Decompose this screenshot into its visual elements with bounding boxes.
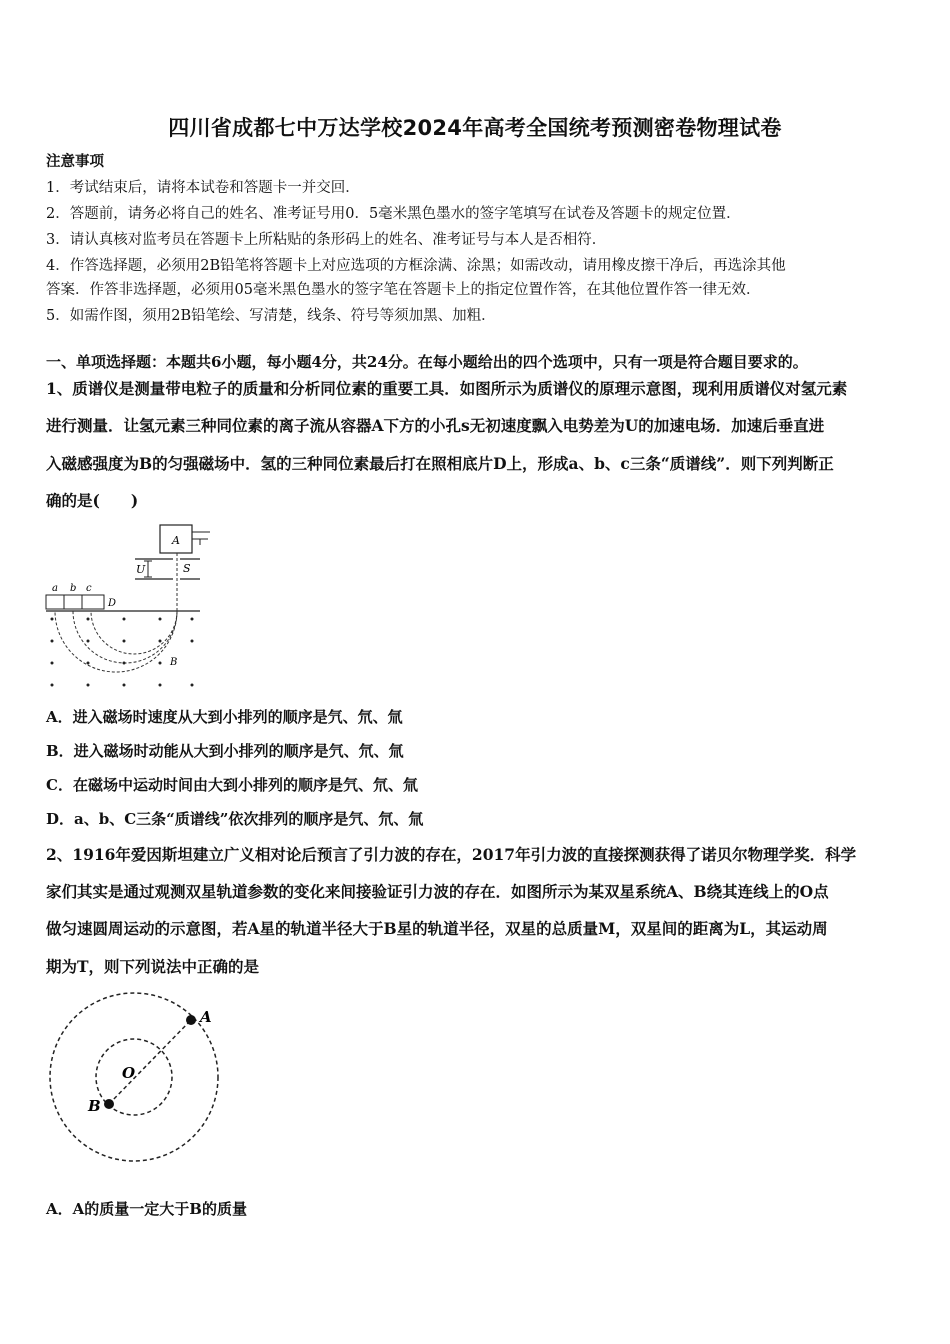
option-d: D．a、b、C三条“质谱线”依次排列的顺序是氕、氘、氚 [46,810,424,828]
notice-item: 4．作答选择题，必须用2B铅笔将答题卡上对应选项的方框涂满、涂黑；如需改动，请用橡皮擦干净后，再选涂其他 [46,258,786,274]
question-1-line: 入磁感强度为B的匀强磁场中．氢的三种同位素最后打在照相底片D上，形成a、b、c三条“质谱线”．则下列判断正 [46,454,834,473]
section-heading: 一、单项选择题：本题共6小题，每小题4分，共24分。在每小题给出的四个选项中，只有一项是符合题目要求的。 [46,353,808,371]
binary-star-figure [40,990,230,1175]
question-2-line: 2、1916年爱因斯坦建立广义相对论后预言了引力波的存在，2017年引力波的直接探测获得了诺贝尔物理学奖．科学 [46,845,857,864]
notice-item: 答案．作答非选择题，必须用05毫米黑色墨水的签字笔在答题卡上的指定位置作答，在其他位置作答一律无效． [46,282,761,298]
notice-item: 2．答题前，请务必将自己的姓名、准考证号用0．5毫米黑色墨水的签字笔填写在试卷及答题卡的规定位置． [46,206,741,222]
question-1-line: 进行测量．让氢元素三种同位素的离子流从容器A下方的小孔s无初速度飘入电势差为U的加速电场．加速后垂直进 [46,416,825,435]
voltage-label: U [136,563,146,576]
question-2-line: 期为T，则下列说法中正确的是 [46,957,260,976]
notice-item: 3．请认真核对监考员在答题卡上所粘贴的条形码上的姓名、准考证号与本人是否相符． [46,232,607,248]
question-1-line: 1、质谱仪是测量带电粒子的质量和分析同位素的重要工具．如图所示为质谱仪的原理示意图，现利用质谱仪对氢元素 [46,379,848,398]
container-label: A [172,534,180,547]
field-label: B [170,657,178,668]
center-o-label: O [122,1064,136,1082]
line-a-label: a [52,583,58,594]
notice-item: 5．如需作图，须用2B铅笔绘、写清楚，线条、符号等须加黑、加粗． [46,308,496,324]
slit-label: S [183,562,191,575]
option-c: C．在磁场中运动时间由大到小排列的顺序是氕、氘、氚 [46,776,418,794]
option-b: B．进入磁场时动能从大到小排列的顺序是氕、氘、氚 [46,742,404,760]
star-a-label: A [200,1008,212,1026]
plate-label: D [108,598,117,609]
question-2-line: 家们其实是通过观测双星轨道参数的变化来间接验证引力波的存在．如图所示为某双星系统A、B绕其连线上的O点 [46,882,829,901]
mass-spectrometer-figure [40,515,210,695]
line-b-label: b [70,583,77,594]
option-a: A．A的质量一定大于B的质量 [46,1200,247,1218]
notice-heading: 注意事项 [46,153,104,170]
star-b-label: B [88,1097,101,1115]
question-1-line: 确的是( ) [46,491,139,510]
line-c-label: c [86,583,92,594]
question-2-line: 做匀速圆周运动的示意图，若A星的轨道半径大于B星的轨道半径，双星的总质量M，双星间的距离为L，其运动周 [46,919,828,938]
option-a: A．进入磁场时速度从大到小排列的顺序是氕、氘、氚 [46,708,403,726]
notice-item: 1．考试结束后，请将本试卷和答题卡一并交回． [46,180,360,196]
page-title: 四川省成都七中万达学校2024年高考全国统考预测密卷物理试卷 [168,116,782,140]
